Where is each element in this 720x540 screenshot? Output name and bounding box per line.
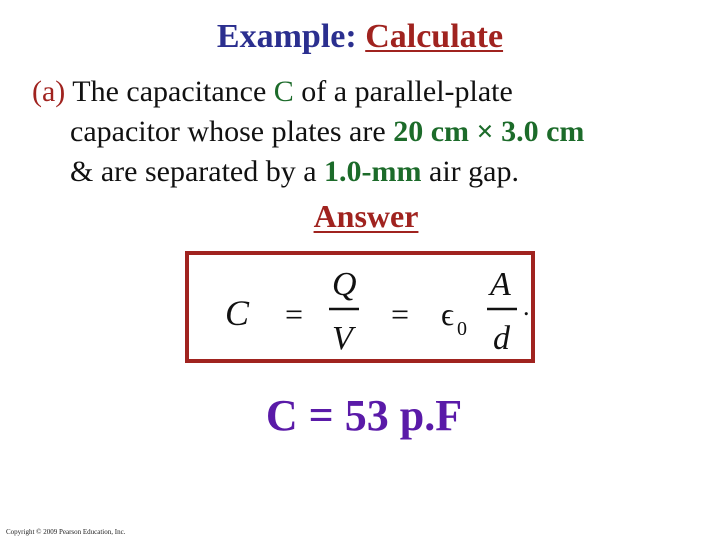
plate-dimensions: 20 cm × 3.0 cm [393, 115, 585, 148]
formula-equals-2: = [391, 296, 410, 332]
formula-numerator-q: Q [332, 266, 357, 303]
title-highlight: Calculate [365, 18, 504, 55]
problem-line-3 [32, 152, 712, 192]
formula-denominator-v: V [332, 320, 353, 357]
result-value: C = 53 p.F [265, 391, 463, 440]
copyright-notice: Copyright © 2009 Pearson Education, Inc. [6, 528, 126, 536]
formula-period: . [523, 292, 530, 321]
problem-line1-rest: of a parallel-plate [293, 75, 513, 108]
capacitance-variable: C [273, 75, 294, 108]
title-prefix: Example: [216, 18, 366, 55]
formula-equals-1: = [285, 296, 304, 332]
epsilon-symbol: ϵ [441, 296, 454, 332]
problem-line3-rest: air gap. [421, 155, 519, 188]
gap-distance: 1.0-mm [324, 155, 422, 188]
problem-label: (a) [32, 75, 66, 108]
formula-box [185, 251, 535, 363]
problem-line-1 [32, 72, 712, 112]
formula-denominator-d: d [493, 320, 510, 357]
problem-line1-text: The capacitance [65, 75, 274, 108]
epsilon-subscript: 0 [457, 318, 467, 340]
answer-heading: Answer [313, 198, 419, 234]
formula-lhs: C [225, 293, 250, 333]
capacitance-formula [189, 255, 531, 359]
problem-line2-text: capacitor whose plates are [70, 115, 394, 148]
problem-line-2 [32, 112, 712, 152]
problem-line3-text: & are separated by a [70, 155, 325, 188]
problem-statement [32, 72, 712, 192]
slide-title [0, 18, 720, 56]
formula-numerator-a: A [490, 266, 511, 303]
